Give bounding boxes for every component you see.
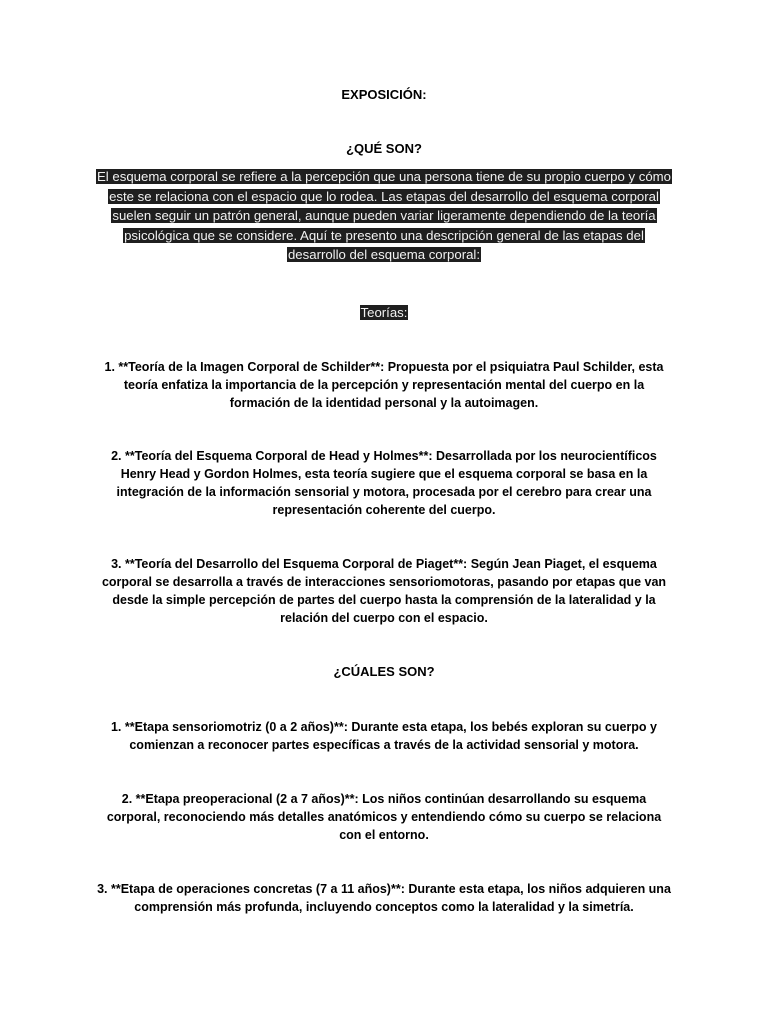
theories-heading [96,303,672,323]
intro-highlight: El esquema corporal se refiere a la percepción que una persona tiene de su propio cuerpo y cómo este se relaciona con el espacio que lo rodea. Las etapas del desarrollo del esquema corporal suelen seguir un patrón general, aunque pueden variar ligeramente dependiendo de la teoría psicológica que se considere. Aquí te presento una descripción general de las etapas del desarrollo del esquema corporal: [97,169,672,262]
intro-paragraph [96,167,672,265]
stage-paragraph-3: 3. **Etapa de operaciones concretas (7 a 11 años)**: Durante esta etapa, los niños adquieren una comprensión más profunda, incluyendo conceptos como la lateralidad y la simetría. [97,882,671,914]
theories-heading-highlight: Teorías: [360,305,408,320]
section-heading-which: ¿CÚALES SON? [333,664,435,679]
theory-paragraph-2: 2. **Teoría del Esquema Corporal de Head y Holmes**: Desarrollada por los neurocientíficos Henry Head y Gordon Holmes, esta teoría sugiere que el esquema corporal se basa en la integración de la información sensorial y motora, procesada por el cerebro para crear una representación coherente del cuerpo. [111,449,657,517]
theory-paragraph-3: 3. **Teoría del Desarrollo del Esquema Corporal de Piaget**: Según Jean Piaget, el esquema corporal se desarrolla a través de interacciones sensoriomotoras, pasando por etapas que van desde la simple percepción de partes del cuerpo hasta la comprensión de la lateralidad y la relación del cuerpo con el espacio. [101,557,667,625]
document-title: EXPOSICIÓN: [341,87,427,102]
stage-paragraph-1: 1. **Etapa sensoriomotriz (0 a 2 años)**: Durante esta etapa, los bebés exploran su cuerpo y comienzan a reconocer partes específicas a través de la actividad sensorial y motora. [110,720,657,752]
section-heading-what: ¿QUÉ SON? [346,141,422,156]
theory-paragraph-1: 1. **Teoría de la Imagen Corporal de Schilder**: Propuesta por el psiquiatra Paul Schilder, esta teoría enfatiza la importancia de la percepción y representación mental del cuerpo en la formación de la identidad personal y la autoimagen. [104,360,664,410]
stage-paragraph-2: 2. **Etapa preoperacional (2 a 7 años)**: Los niños continúan desarrollando su esquema corporal, reconociendo más detalles anatómicos y entendiendo cómo su cuerpo se relaciona con el entorno. [106,792,662,842]
